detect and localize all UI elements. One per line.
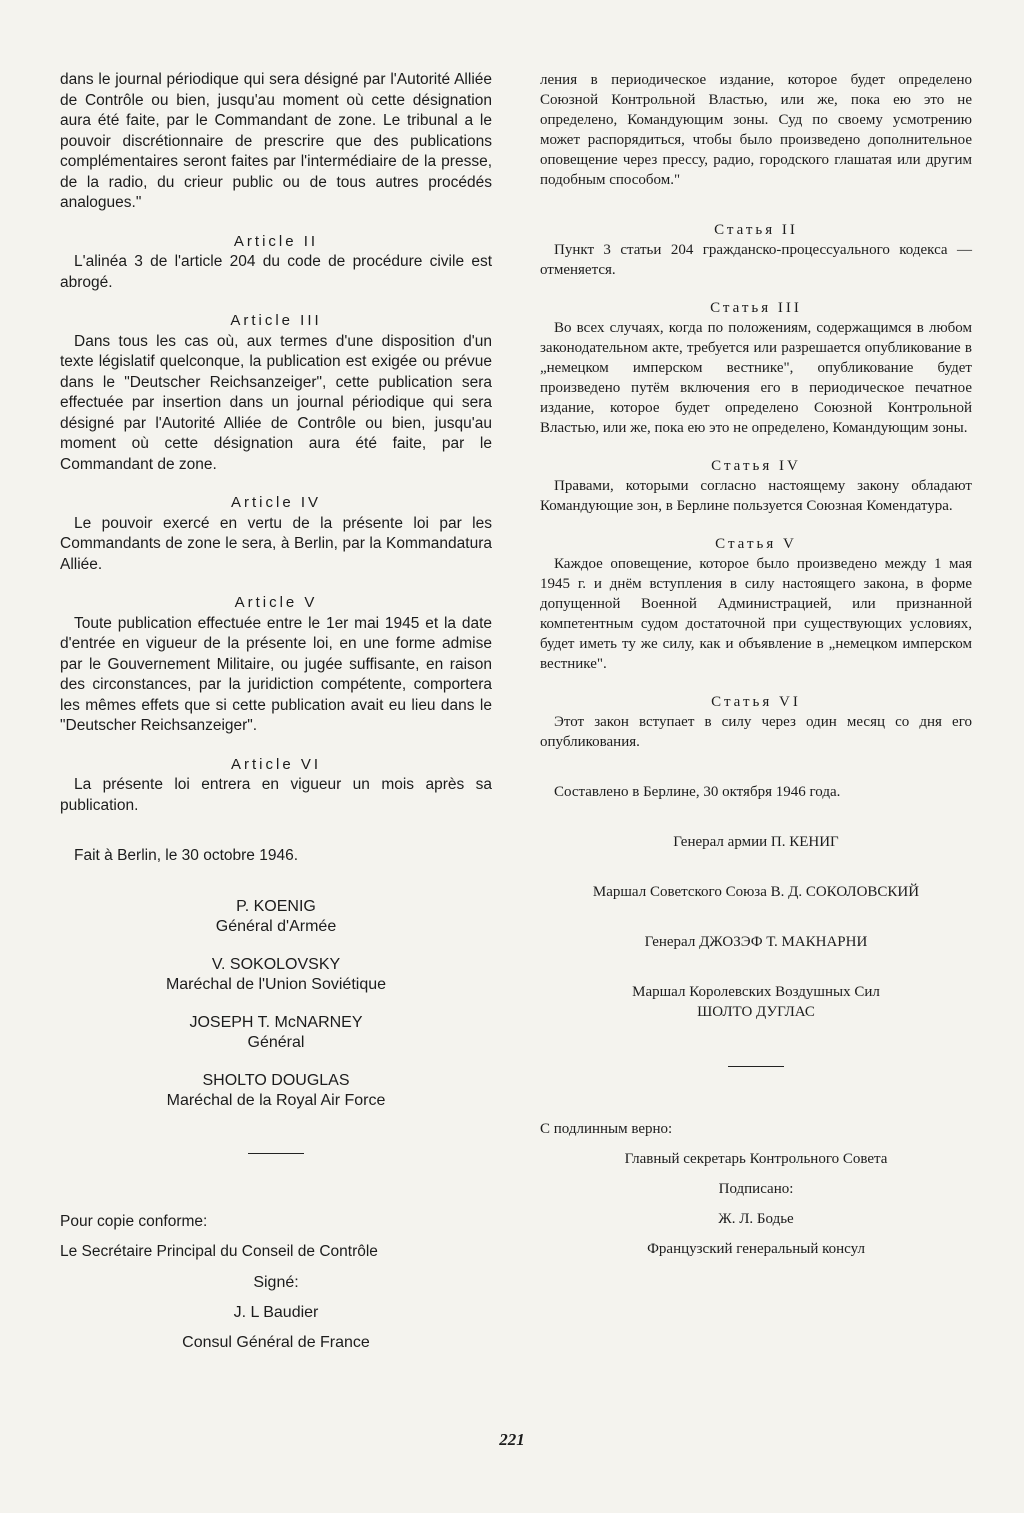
- signatory-title: Maréchal de l'Union Soviétique: [165, 975, 387, 993]
- fr-article-heading: Article VI: [230, 755, 321, 773]
- fr-article-text: La présente loi entrera en vigueur un mois après sa publication.: [60, 776, 492, 814]
- ru-article-text: Пункт 3 статьи 204 гражданско-процессуального кодекса — отменяется.: [540, 242, 972, 278]
- ru-article-heading: Статья V: [715, 536, 797, 552]
- signatory-title: Général d'Armée: [215, 917, 337, 935]
- ru-signer-name: Ж. Л. Бодье: [718, 1211, 794, 1227]
- signatory-title: Maréchal de la Royal Air Force: [166, 1091, 386, 1109]
- signatory-name: JOSEPH T. McNARNEY: [189, 1013, 363, 1031]
- ru-signer-title: Французский генеральный консул: [647, 1241, 865, 1257]
- fr-article-heading: Article III: [230, 312, 322, 329]
- fr-signatory: [60, 1071, 492, 1111]
- signatory-name: P. KOENIG: [236, 897, 316, 915]
- fr-secretary: Le Secrétaire Principal du Conseil de Contrôle: [60, 1243, 378, 1260]
- fr-article-text: Toute publication effectuée entre le 1er mai 1945 et la date d'entrée en vigueur de la présente loi, en une forme admise par le Gouvernement Militaire, ou jugée suffisante, en raison des circonstances, par la juridiction compétente, comportera les mêmes effets que si cette publication avait eu lieu dans le "Deutscher Reichsanzeiger".: [60, 614, 492, 734]
- fr-article-5: [60, 593, 492, 737]
- fr-article-4: [60, 493, 492, 575]
- ru-article-text: Каждое оповещение, которое было произведено между 1 мая 1945 г. и днём вступления в силу настоящего закона, в форме допущенной Военной Администрацией, или признанной компетентным судом достаточной при существующих условиях, будет иметь ту же силу, как и объявление в „немецком имперском вестнике".: [540, 556, 972, 672]
- signatory-name: V. SOKOLOVSKY: [211, 955, 341, 973]
- ru-article-heading: Статья IV: [711, 458, 801, 474]
- fr-article-2: [60, 232, 492, 294]
- french-column: [60, 70, 492, 1353]
- ru-article-text: Правами, которыми согласно настоящему закону обладают Командующие зон, в Берлине пользуется Союзная Комендатура.: [540, 478, 972, 514]
- fr-signer-title: Consul Général de France: [182, 1333, 370, 1351]
- signatory-name: SHOLTO DOUGLAS: [202, 1071, 350, 1089]
- ru-article-heading: Статья VI: [711, 694, 801, 710]
- ru-secretary: Главный секретарь Контрольного Совета: [624, 1151, 888, 1167]
- ru-article-4: [540, 456, 972, 516]
- ru-signed-label: Подписано:: [718, 1181, 794, 1197]
- ru-article-5: [540, 534, 972, 674]
- fr-article-heading: Article II: [233, 232, 319, 250]
- page-number: 221: [499, 1430, 525, 1449]
- ru-intro-paragraph: ления в периодическое издание, которое будет определено Союзной Контрольной Властью, или же, пока ею это не определено, Командующим зоны. Суд по своему усмотрению может распорядиться, чтобы было произведено дополнительное оповещение через прессу, радио, городского глашатая или другим подобным способом.": [540, 72, 972, 188]
- fr-signatory: [60, 955, 492, 995]
- fr-article-text: L'alinéa 3 de l'article 204 du code de procédure civile est abrogé.: [60, 253, 492, 291]
- ru-article-2: [540, 220, 972, 280]
- ru-signatory-line: Генерал ДЖОЗЭФ Т. МАКНАРНИ: [644, 934, 868, 950]
- fr-article-heading: Article IV: [230, 494, 321, 511]
- ru-signatory-line: Генерал армии П. КЕНИГ: [673, 834, 839, 850]
- ru-signatory-line: Маршал Королевских Воздушных Сил: [632, 984, 880, 1000]
- ru-signatory-line: ШОЛТО ДУГЛАС: [697, 1004, 815, 1020]
- ru-article-text: Этот закон вступает в силу через один месяц со дня его опубликования.: [540, 714, 972, 750]
- fr-article-6: [60, 755, 492, 817]
- fr-signed-label: Signé:: [253, 1273, 299, 1291]
- fr-copy-statement: Pour copie conforme:: [60, 1212, 208, 1230]
- signatory-title: Général: [247, 1033, 305, 1051]
- fr-article-text: Dans tous les cas où, aux termes d'une disposition d'un texte législatif quelconque, la publication est exigée ou prévue dans le "Deutscher Reichsanzeiger", cette publication sera effectuée par insertion dans un journal périodique qui sera désigné par l'Autorité Alliée de Contrôle ou bien, jusqu'au moment où cette désignation aura été faite, par le Commandant de zone.: [60, 332, 492, 473]
- fr-article-3: [60, 311, 492, 475]
- fr-signer-name: J. L Baudier: [233, 1303, 319, 1321]
- ru-signatory-line: Маршал Советского Союза В. Д. СОКОЛОВСКИЙ: [592, 884, 920, 900]
- ru-article-text: Во всех случаях, когда по положениям, содержащимся в любом законодательном акте, требуется или разрешается опубликование в „немецком имперском вестнике", опубликование будет произведено путём включения его в периодическое печатное издание, которое будет определено Союзной Контрольной Властью, или же, пока ею это не определено, Командующим зоны.: [540, 320, 972, 436]
- fr-signatory: [60, 1013, 492, 1053]
- fr-intro-paragraph: dans le journal périodique qui sera désigné par l'Autorité Alliée de Contrôle ou bien, jusqu'au moment où cette désignation aura été faite, par le Commandant de zone. Le tribunal a le pouvoir discrétionnaire de prescrire que des publications complémentaires seront faites par l'intermédiaire de la presse, de la radio, du crieur public ou de tous autres procédés analogues.": [60, 71, 492, 211]
- ru-article-heading: Статья II: [714, 222, 798, 238]
- ru-copy-statement: С подлинным верно:: [540, 1121, 673, 1137]
- ru-done-at: Составлено в Берлине, 30 октября 1946 года.: [554, 784, 841, 800]
- fr-article-heading: Article V: [234, 594, 318, 611]
- russian-column: [540, 70, 972, 1259]
- fr-article-text: Le pouvoir exercé en vertu de la présente loi par les Commandants de zone le sera, à Berlin, par la Kommandatura Alliée.: [60, 514, 492, 573]
- ru-article-6: [540, 692, 972, 752]
- fr-done-at: Fait à Berlin, le 30 octobre 1946.: [74, 847, 299, 864]
- ru-article-3: [540, 298, 972, 438]
- fr-signatory: [60, 897, 492, 937]
- ru-article-heading: Статья III: [710, 300, 802, 316]
